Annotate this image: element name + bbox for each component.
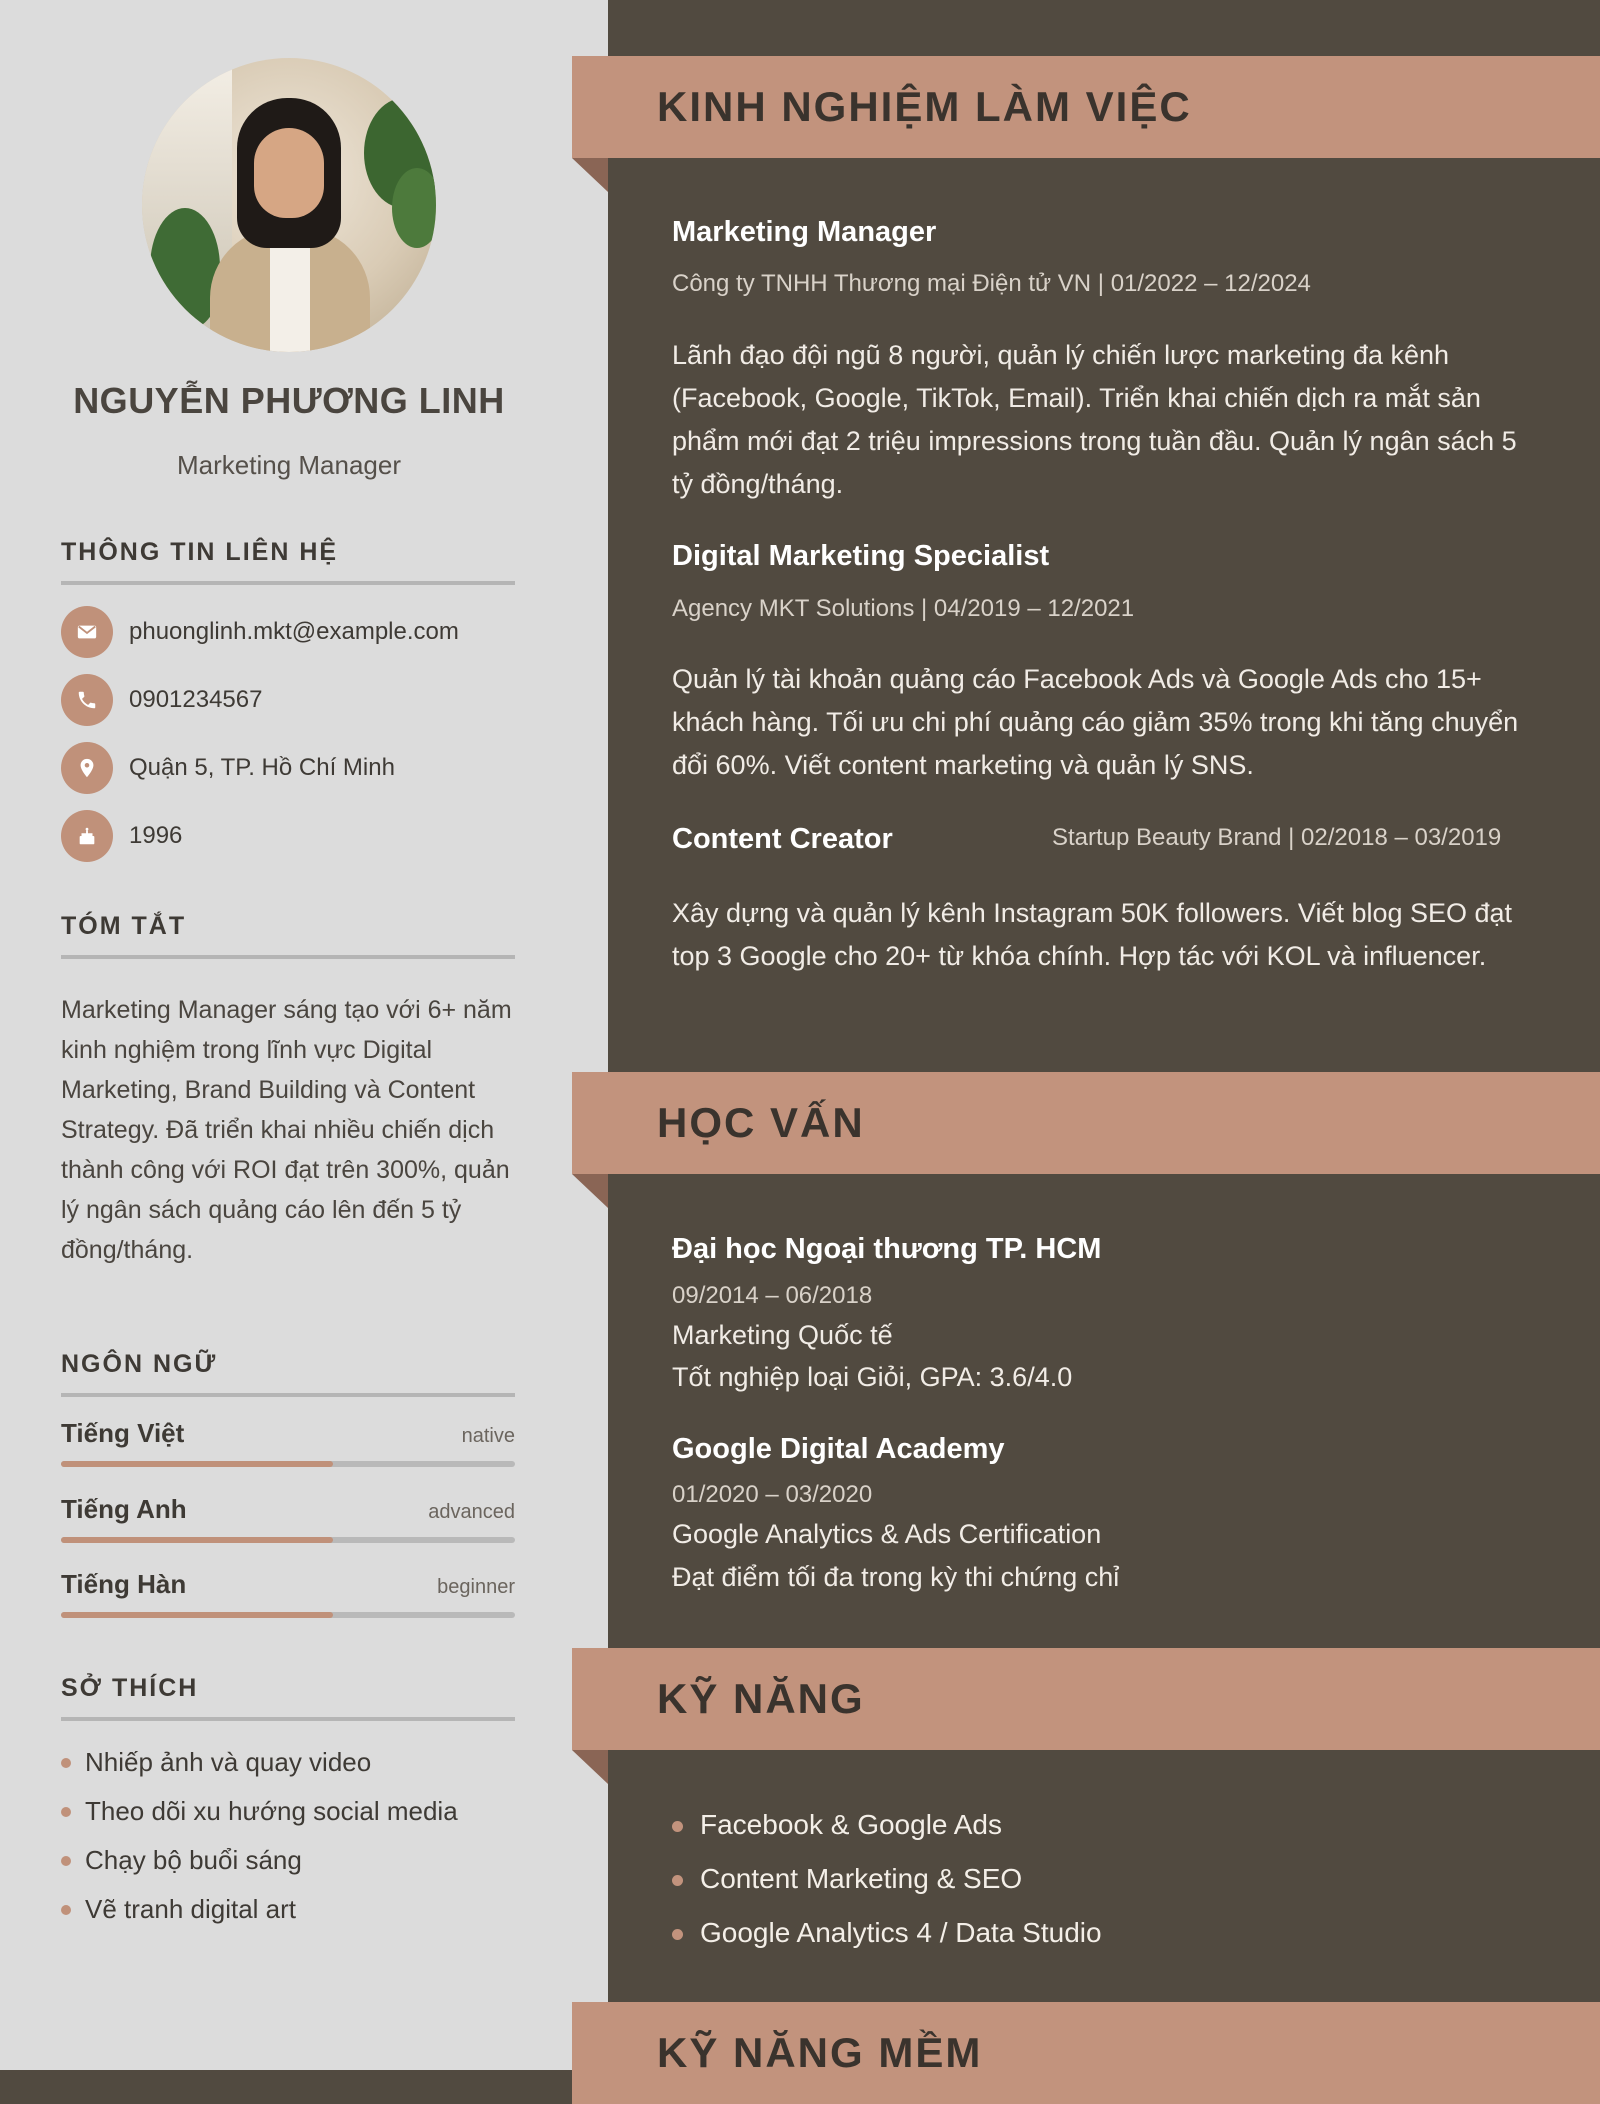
job-meta: Agency MKT Solutions | 04/2019 – 12/2021 [672, 595, 1135, 622]
language-item [61, 1418, 515, 1467]
contact-location-text: Quận 5, TP. Hồ Chí Minh [129, 754, 395, 781]
job-meta: Startup Beauty Brand | 02/2018 – 03/2019 [1052, 824, 1502, 851]
education-note: Tốt nghiệp loại Giỏi, GPA: 3.6/4.0 [672, 1362, 1073, 1392]
job-description: Lãnh đạo đội ngũ 8 người, quản lý chiến lược marketing đa kênh (Facebook, Google, TikTok, Email). Triển khai chiến dịch ra mắt sản phẩm mới đạt 2 triệu impressions trong tuần đầu. Quản lý ngân sách 5 tỷ đồng/tháng. [672, 340, 1517, 499]
languages-heading: NGÔN NGỮ [61, 1350, 515, 1397]
education-period: 01/2020 – 03/2020 [672, 1481, 873, 1508]
contact-phone[interactable] [61, 674, 262, 726]
language-level: native [461, 1425, 515, 1447]
job-title: Digital Marketing Specialist [672, 540, 1050, 572]
contact-email[interactable] [61, 606, 459, 658]
skills-section-header [572, 1648, 1600, 1750]
contact-phone-text: 0901234567 [129, 686, 263, 713]
language-bar [61, 1461, 515, 1467]
email-icon [61, 606, 113, 658]
language-bar [61, 1537, 515, 1543]
school-name: Đại học Ngoại thương TP. HCM [672, 1233, 1102, 1265]
profile-title: Marketing Manager [177, 450, 401, 480]
education-heading: HỌC VẤN [657, 1099, 865, 1146]
sidebar [0, 0, 608, 2070]
list-item: Chạy bộ buổi sáng [61, 1838, 458, 1887]
education-period: 09/2014 – 06/2018 [672, 1282, 873, 1309]
school-name: Google Digital Academy [672, 1433, 1005, 1465]
main-content [608, 0, 1600, 2070]
phone-icon [61, 674, 113, 726]
list-item: Content Marketing & SEO [672, 1854, 1102, 1908]
language-level: advanced [428, 1501, 515, 1523]
contact-heading: THÔNG TIN LIÊN HỆ [61, 538, 515, 585]
birthday-cake-icon [61, 810, 113, 862]
summary-text: Marketing Manager sáng tạo với 6+ năm kinh nghiệm trong lĩnh vực Digital Marketing, Brand Building và Content Strategy. Đã triển khai nhiều chiến dịch thành công với ROI đạt trên 300%, quản lý ngân sách quảng cáo lên đến 5 tỷ đồng/tháng. [61, 996, 512, 1264]
education-major: Google Analytics & Ads Certification [672, 1519, 1102, 1549]
contact-birthyear-text: 1996 [129, 822, 183, 849]
soft-skills-heading: KỸ NĂNG MỀM [657, 2029, 983, 2076]
profile-name: NGUYỄN PHƯƠNG LINH [73, 380, 505, 421]
experience-heading: KINH NGHIỆM LÀM VIỆC [657, 83, 1192, 130]
job-description: Quản lý tài khoản quảng cáo Facebook Ads và Google Ads cho 15+ khách hàng. Tối ưu chi phí quảng cáo giảm 35% trong khi tăng chuyển đổi 60%. Viết content marketing và quản lý SNS. [672, 664, 1519, 780]
education-section-header [572, 1072, 1600, 1174]
language-name: Tiếng Anh [61, 1494, 187, 1524]
job-title: Marketing Manager [672, 216, 937, 248]
list-item: Nhiếp ảnh và quay video [61, 1740, 458, 1789]
job-description: Xây dựng và quản lý kênh Instagram 50K followers. Viết blog SEO đạt top 3 Google cho 20+ từ khóa chính. Hợp tác với KOL và influencer. [672, 898, 1513, 971]
skills-heading: KỸ NĂNG [657, 1675, 865, 1722]
skills-list [672, 1800, 1102, 1962]
list-item: Google Analytics 4 / Data Studio [672, 1908, 1102, 1962]
job-meta: Công ty TNHH Thương mại Điện tử VN | 01/2022 – 12/2024 [672, 270, 1311, 297]
language-bar-fill [61, 1461, 333, 1467]
language-bar-fill [61, 1612, 333, 1618]
list-item: Facebook & Google Ads [672, 1800, 1102, 1854]
contact-email-text: phuonglinh.mkt@example.com [129, 618, 459, 645]
language-name: Tiếng Việt [61, 1418, 185, 1448]
hobbies-heading: SỞ THÍCH [61, 1674, 515, 1721]
language-level: beginner [437, 1576, 515, 1598]
contact-birthyear [61, 810, 182, 862]
experience-section-header [572, 56, 1600, 158]
profile-photo [142, 58, 436, 352]
summary-heading: TÓM TẮT [61, 912, 515, 959]
soft-skills-section-header [572, 2002, 1600, 2104]
location-icon [61, 742, 113, 794]
language-bar [61, 1612, 515, 1618]
language-item [61, 1494, 515, 1543]
list-item: Theo dõi xu hướng social media [61, 1789, 458, 1838]
language-name: Tiếng Hàn [61, 1569, 187, 1599]
hobbies-list [61, 1740, 458, 1936]
language-item [61, 1569, 515, 1618]
education-note: Đạt điểm tối đa trong kỳ thi chứng chỉ [672, 1562, 1120, 1592]
contact-location [61, 742, 395, 794]
list-item: Vẽ tranh digital art [61, 1887, 458, 1936]
language-bar-fill [61, 1537, 333, 1543]
job-title: Content Creator [672, 823, 893, 855]
education-major: Marketing Quốc tế [672, 1320, 893, 1350]
